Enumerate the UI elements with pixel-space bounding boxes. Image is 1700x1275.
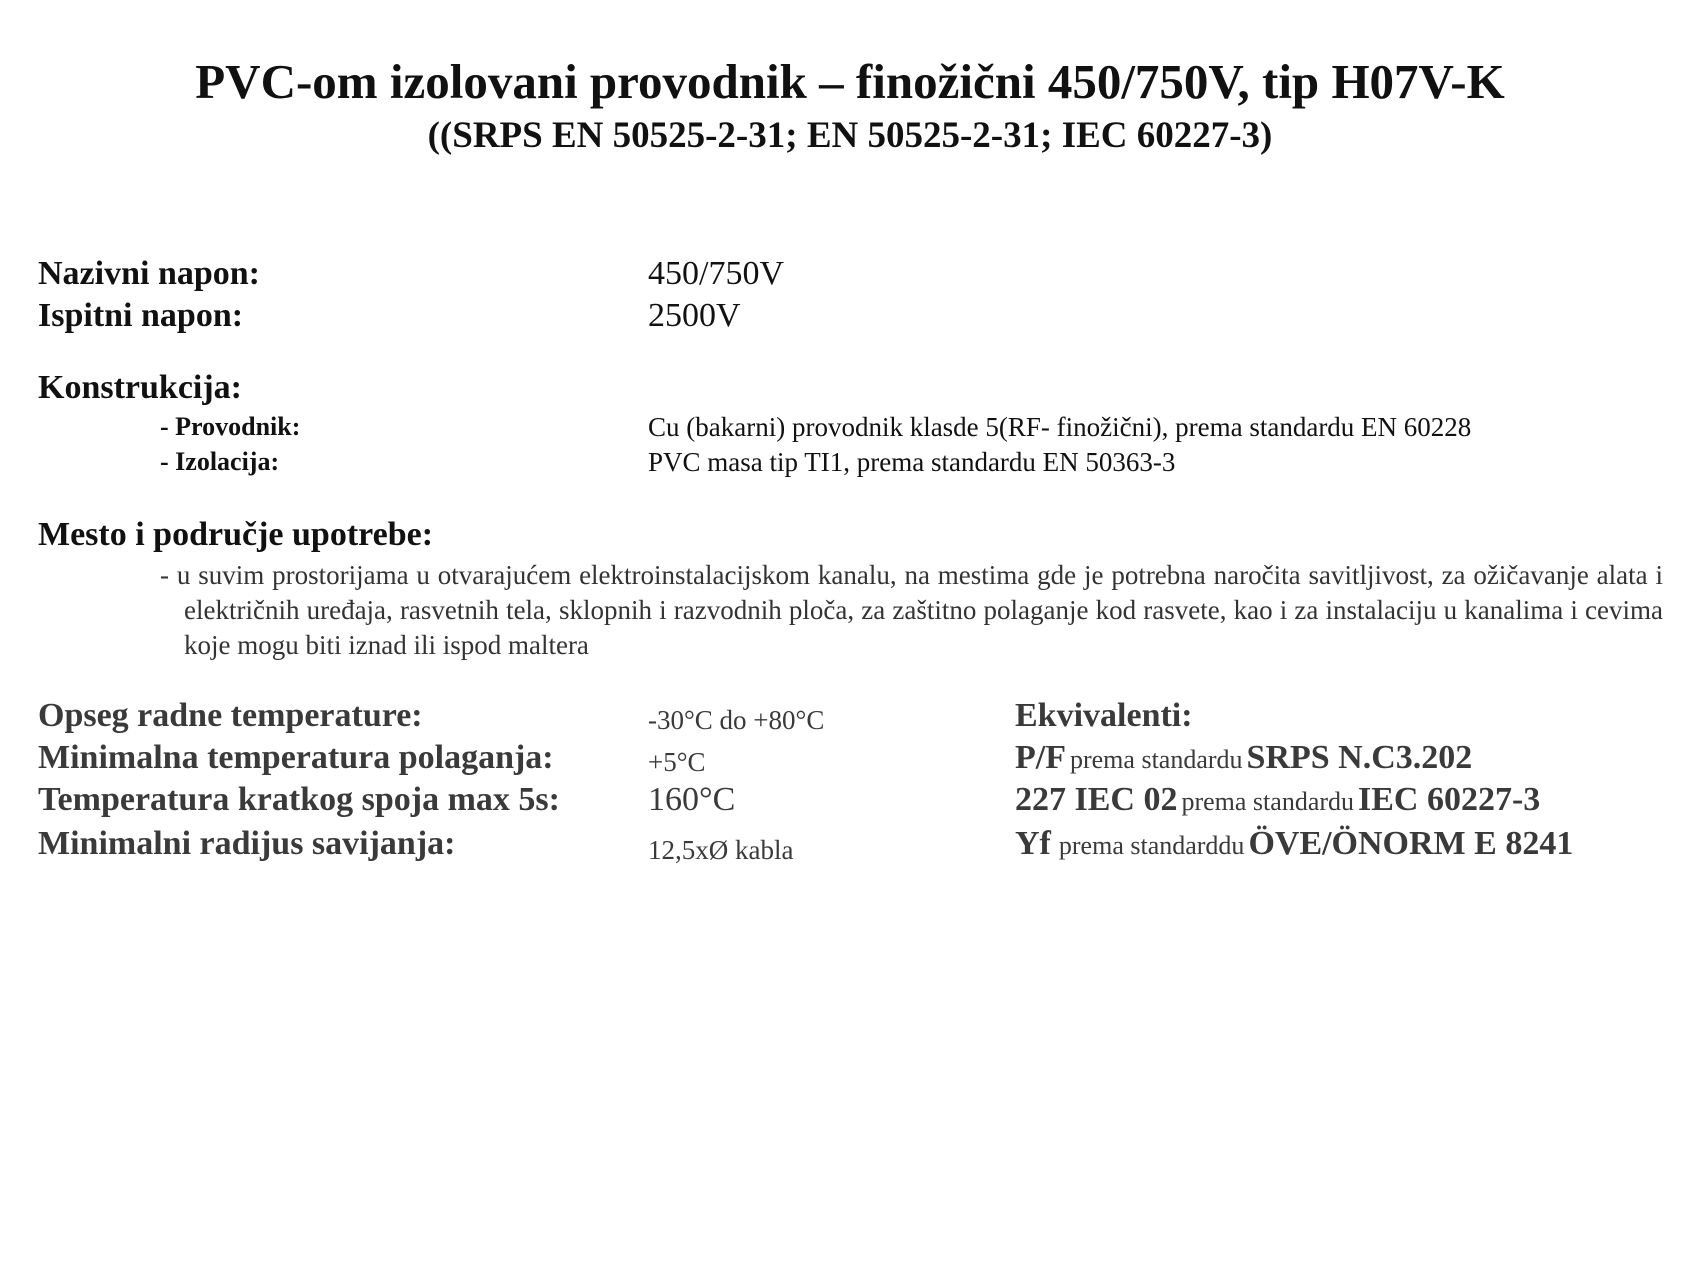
equivalent-row (1015, 823, 1573, 871)
equivalents-heading: Ekvivalenti: (1015, 697, 1193, 734)
insulation-label: - Izolacija: (160, 447, 280, 476)
operating-temp-label: Opseg radne temperature: (38, 697, 423, 734)
equivalent-code: Yf (1015, 825, 1051, 862)
equivalent-text: prema standardu (1181, 787, 1355, 816)
insulation-value: PVC masa tip TI1, prema standardu EN 50363-3 (648, 447, 1176, 477)
equivalent-code: P/F (1015, 739, 1066, 776)
page-subtitle: ((SRPS EN 50525-2-31; EN 50525-2-31; IEC 60227-3) (427, 115, 1273, 156)
equivalent-row (1015, 779, 1540, 827)
test-voltage-label: Ispitni napon: (38, 297, 244, 334)
min-laying-temp-label: Minimalna temperatura polaganja: (38, 739, 554, 776)
conductor-label: - Provodnik: (160, 412, 301, 441)
usage-text: - u suvim prostorijama u otvarajućem elektroinstalacijskom kanalu, na mestima gde je potrebna naročita savitljivost, za ožičavanje alata i električnih uređaja, rasvetnih tela, sklopnih i razvodnih ploča, za zaštitno polaganje kod rasvete, kao i za instalaciju u kanalima i cevima koje mogu biti iznad ili ispod maltera (160, 560, 1663, 660)
usage-heading: Mesto i područje upotrebe: (38, 516, 434, 553)
min-bend-radius-value: 12,5xØ kabla (648, 835, 794, 865)
usage-text-block (160, 558, 1663, 663)
page-title: PVC-om izolovani provodnik – finožični 450/750V, tip H07V-K (195, 54, 1505, 109)
rated-voltage-value: 450/750V (648, 255, 784, 292)
equivalent-code: 227 IEC 02 (1015, 781, 1178, 818)
rated-voltage-label: Nazivni napon: (38, 255, 260, 292)
construction-heading: Konstrukcija: (38, 369, 242, 406)
short-circuit-temp-label: Temperatura kratkog spoja max 5s: (38, 781, 560, 818)
equivalent-text: prema standarddu (1058, 831, 1245, 860)
equivalent-row (1015, 737, 1472, 785)
test-voltage-value: 2500V (648, 297, 741, 334)
equivalent-standard: IEC 60227-3 (1358, 781, 1541, 818)
equivalent-standard: SRPS N.C3.202 (1246, 739, 1473, 776)
equivalent-standard: ÖVE/ÖNORM E 8241 (1248, 825, 1574, 862)
min-bend-radius-label: Minimalni radijus savijanja: (38, 825, 456, 862)
short-circuit-temp-value (648, 779, 735, 821)
short-circuit-temp-unit: °C (699, 781, 736, 818)
min-laying-temp-value: +5°C (648, 747, 706, 777)
short-circuit-temp-number: 160 (648, 781, 699, 818)
equivalent-text: prema standardu (1069, 745, 1243, 774)
operating-temp-value: -30°C do +80°C (648, 705, 825, 735)
conductor-value: Cu (bakarni) provodnik klasde 5(RF- finožični), prema standardu EN 60228 (648, 412, 1472, 442)
